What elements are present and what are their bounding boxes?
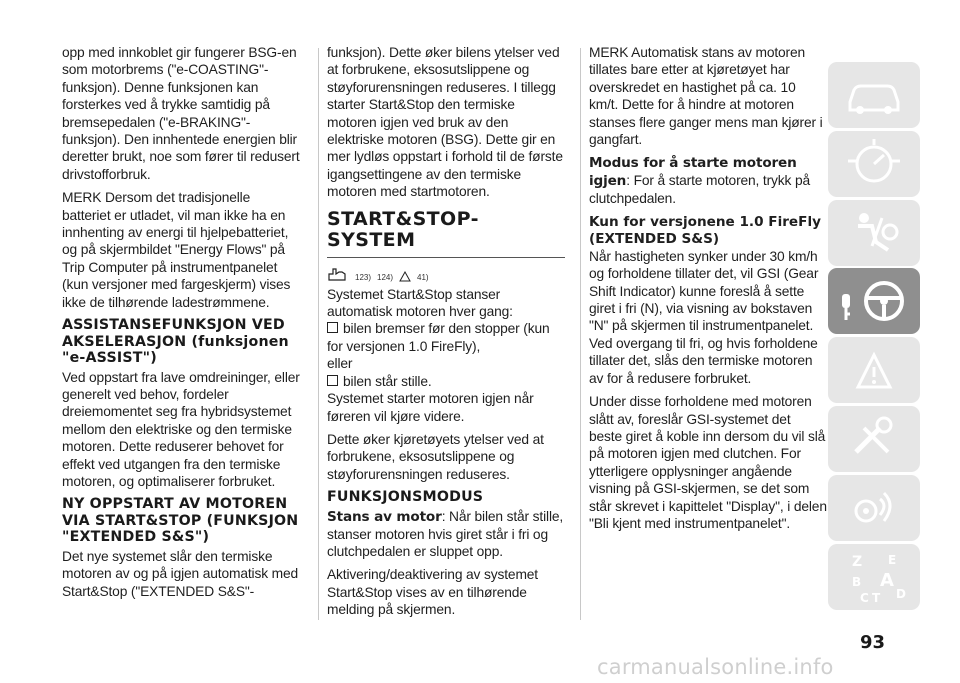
- tab-safety[interactable]: [828, 200, 920, 266]
- index-letter: Z: [852, 554, 863, 570]
- tab-multimedia[interactable]: [828, 475, 920, 541]
- car-icon: [828, 62, 920, 128]
- paragraph: Det nye systemet slår den termiske motoren av og på igjen automatisk med Start&Stop ("EXTENDED S&S"-: [62, 548, 299, 599]
- text-column-3: [589, 44, 827, 538]
- paragraph: eller: [327, 356, 353, 372]
- text-column-1: [62, 44, 300, 606]
- paragraph: Når hastigheten synker under 30 km/h og forholdene tillater det, vil GSI (Gear Shift Indicator) kunne foreslå å sette giret i fri (N), via visning av bokstaven "N" på skjermen til instrumentpanelet. Ved overgang til fri, og hvis forholdene tillater det, slås den termiske motoren av for å redusere forbruket.: [589, 248, 819, 386]
- section-heading-extended-ss: NY OPPSTART AV MOTOREN VIA START&STOP (FUNKSJON "EXTENDED S&S"): [62, 496, 299, 546]
- tab-starting-driving[interactable]: [828, 268, 920, 334]
- column-divider: [318, 48, 319, 620]
- dashboard-icon: [828, 131, 920, 197]
- maintenance-tools-icon: [828, 406, 920, 472]
- section-heading-funksjonsmodus: FUNKSJONSMODUS: [327, 489, 484, 506]
- watermark: carmanualsonline.info: [597, 655, 834, 679]
- warning-triangle-icon: [399, 271, 411, 282]
- index-letters-icon: [828, 544, 920, 610]
- reference-label: 124): [377, 272, 394, 282]
- index-letter: D: [896, 587, 906, 601]
- chapter-heading-start-stop: START&STOP-SYSTEM: [327, 207, 479, 251]
- checkbox-bullet-icon: [327, 375, 338, 386]
- bullet-item: bilen bremser før den stopper (kun for versjonen 1.0 FireFly),: [327, 321, 550, 354]
- column-divider: [580, 48, 581, 620]
- note-paragraph: MERK Automatisk stans av motoren tillates bare etter at kjøretøyet har overskredet en hastighet på ca. 10 km/t. Dette for å hindre at motoren stanses flere ganger mens man kjører i gangfart.: [589, 45, 823, 148]
- reference-label: 123): [355, 272, 372, 282]
- hand-pointer-icon: [327, 266, 349, 282]
- multimedia-icon: [828, 475, 920, 541]
- paragraph: Dette øker kjøretøyets ytelser ved at forbrukene, eksosutslippene og støyforurensningen reduseres.: [327, 431, 544, 482]
- section-heading-firefly: Kun for versjonene 1.0 FireFly (EXTENDED S&S): [589, 213, 821, 247]
- paragraph: funksjon). Dette øker bilens ytelser ved at forbrukene, eksosutslippene og støyforurensningen reduseres. I tillegg starter Start&Stop den termiske motoren igjen ved bruk av den elektriske motoren (BSG). Dette gir en mer lydløs oppstart i forhold til de første igangsettingene av den termiske motoren med startmotoren.: [327, 45, 563, 200]
- index-letter: B: [852, 575, 862, 589]
- text-column-2: [327, 44, 565, 625]
- paragraph: Aktivering/deaktivering av systemet Start&Stop vises av en tilhørende melding på skjermen.: [327, 567, 538, 618]
- steering-wheel-key-icon: [828, 268, 920, 334]
- reference-label: 41): [417, 272, 429, 282]
- paragraph: Modus for å starte motoren igjen: For å starte motoren, trykk på clutchpedalen.: [589, 155, 811, 207]
- bullet-item: bilen står stille.: [327, 373, 565, 390]
- tab-index[interactable]: [828, 544, 920, 610]
- warning-references: [327, 266, 565, 282]
- paragraph: opp med innkoblet gir fungerer BSG-en som motorbrems ("e-COASTING"-funksjon). Denne funksjonen kan forsterkes ved å trykke samtidig på bremsepedalen ("e-BRAKING"-funksjon). Den innhentede energien blir deretter brukt, noe som fører til redusert drivstofforbruk.: [62, 45, 300, 182]
- tab-car[interactable]: [828, 62, 920, 128]
- page-number: 93: [860, 632, 886, 653]
- paragraph: Systemet Start&Stop stanser automatisk motoren hver gang:: [327, 286, 513, 320]
- index-letter: A: [880, 570, 894, 591]
- paragraph: Systemet starter motoren igjen når føreren vil kjøre videre.: [327, 391, 534, 424]
- warning-triangle-icon: [828, 337, 920, 403]
- section-heading-e-assist: ASSISTANSEFUNKSJON VED AKSELERASJON (funksjonen "e-ASSIST"): [62, 317, 289, 367]
- index-letter: T: [872, 591, 881, 605]
- paragraph: Under disse forholdene med motoren slått av, foreslår GSI-systemet det beste giret å koble inn dersom du vil slå på motoren igjen med clutchen. For ytterligere opplysninger angående visning på GSI-skjermen, se det som står skrevet i kapittelet "Display", i delen "Bli kjent med instrumentpanelet".: [589, 394, 827, 531]
- paragraph: Stans av motor: Når bilen står stille, stanser motoren hvis giret står i fri og clutchpedalen er sluppet opp.: [327, 508, 564, 560]
- index-letter: C: [860, 591, 869, 605]
- checkbox-bullet-icon: [327, 322, 338, 333]
- index-letter: E: [888, 553, 897, 567]
- safety-airbag-icon: [828, 200, 920, 266]
- tab-maintenance[interactable]: [828, 406, 920, 472]
- paragraph: Ved oppstart fra lave omdreininger, eller generelt ved behov, fordeler dreiemomentet seg fra hybridsystemet mellom den elektriske og den termiske motoren. Dette reduserer behovet for effekt ved utgangen fra den termiske motoren, og optimaliserer forbruket.: [62, 369, 300, 490]
- heading-rule: [327, 257, 565, 258]
- tab-emergency[interactable]: [828, 337, 920, 403]
- note-paragraph: MERK Dersom det tradisjonelle batteriet er utladet, vil man ikke ha en innhenting av energi til hjelpebatteriet, og på skjermbildet "Energy Flows" på Trip Computer på instrumentpanelet (kun versjoner med fargeskjerm) vises ikke de tilhørende ladestrømmene.: [62, 190, 291, 310]
- tab-dashboard[interactable]: [828, 131, 920, 197]
